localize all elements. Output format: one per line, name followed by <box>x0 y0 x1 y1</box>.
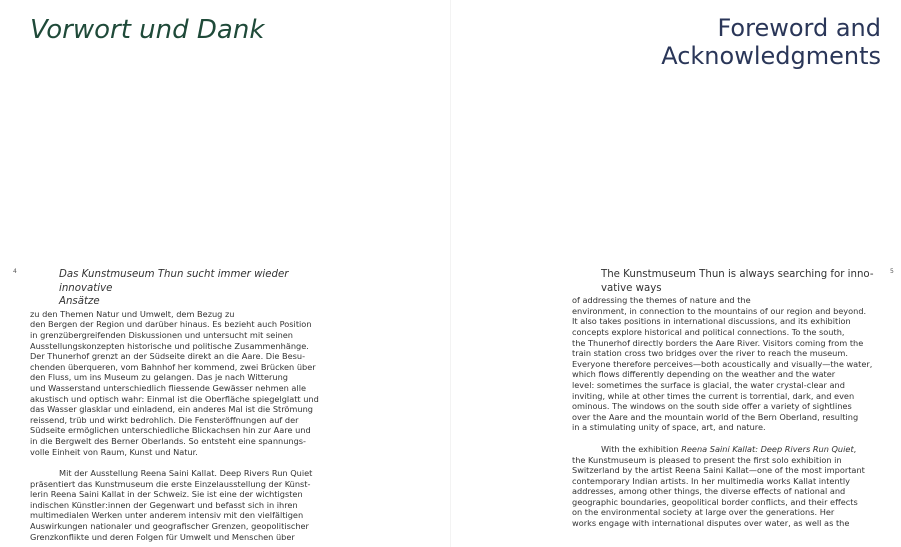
english-paragraph-2-text: , the Kunstmuseum is pleased to present the first solo exhibition in Switzerland by the artist Reena Saini Kallat—one of the most important contemporary Indian artists. In her multimedia works Kallat intently addresses, among other things, the diverse effects of national and geographic boundaries, geopolitical border conflicts, and their effects on the environmental society at large over the generations. Her works engage with international disputes over water, as well as the <box>572 443 865 529</box>
english-paragraph-2 <box>572 444 882 529</box>
german-paragraph-1-text: zu den Themen Natur und Umwelt, dem Bezug zu den Bergen der Region und darüber hinaus. Es bezieht auch Position in grenzübergreifenden Diskussionen und untersucht mit seinen Ausstellungskonzepten historische und politische Zusammenhänge. Der Thunerhof grenzt an der Südseite direkt an die Aare. Die Besu- chenden überqueren, vom Bahnhof her kommend, zwei Brücken über den Fluss, um ins Museum zu gelangen. Das je nach Witterung und Wasserstand unterschiedlich fliessende Gewässer nehmen alle akustisch und optisch wahr: Einmal ist die Oberfläche spiegelglatt und das Wasser glasklar und einladend, ein anderes Mal ist die Strömung reissend, trüb und wirkt bedrohlich. Die Fensteröffnungen auf der Südseite ermöglichen unterschiedliche Blickachsen hin zur Aare und in die Bergwelt des Berner Oberlands. So entsteht eine spannungs- volle Einheit von Raum, Kunst und Natur. <box>30 308 319 457</box>
english-paragraph-1 <box>572 268 882 433</box>
page-number-right: 5 <box>890 268 894 275</box>
page-title-german: Vorwort und Dank <box>30 15 265 45</box>
exhibition-title: Reena Saini Kallat: Deep Rivers Run Quiet <box>681 443 854 454</box>
english-body-column <box>572 268 882 529</box>
german-paragraph-1-lead: Das Kunstmuseum Thun sucht immer wieder innovative Ansätze <box>59 269 289 308</box>
english-paragraph-1-text: of addressing the themes of nature and the environment, in connection to the mountains of our region and beyond. It also takes positions in international discussions, and its exhibition concepts explore historical and political connections. To the south, the Thunerhof directly borders the Aare River. Visitors coming from the train station cross two bridges over the river to reach the museum. Everyone therefore perceives—both acoustically and visually—the water, which flows differently depending on the weather and the water level: sometimes the surface is glacial, the water crystal-clear and inviting, while at other times the current is torrential, dark, and even ominous. The windows on the south side offer a variety of sightlines over the Aare and the mountain world of the Bern Oberland, resulting in a stimulating unity of space, art, and nature. <box>572 295 873 433</box>
english-paragraph-2-intro: With the exhibition <box>601 443 682 454</box>
page-number-left: 4 <box>13 268 17 275</box>
german-paragraph-1 <box>30 268 342 457</box>
page-gutter <box>450 0 451 547</box>
german-paragraph-2: Mit der Ausstellung Reena Saini Kallat. Deep Rivers Run Quiet präsentiert das Kunstmuseum die erste Einzelausstellung der Künst- lerin Reena Saini Kallat in der Schweiz. Sie ist eine der wichtigsten indischen Künstler:innen der Gegenwart und befasst sich in ihren multimedialen Werken unter anderem intensiv mit den vielfältigen Auswirkungen nationaler und geografischer Grenzen, geopolitischer Grenzkonflikte und deren Folgen für Umwelt und Menschen über <box>30 468 313 542</box>
german-body-column <box>30 268 342 542</box>
page-title-english: Foreword and Acknowledgments <box>661 14 881 70</box>
english-paragraph-1-lead: The Kunstmuseum Thun is always searching for inno- vative ways <box>601 269 874 294</box>
